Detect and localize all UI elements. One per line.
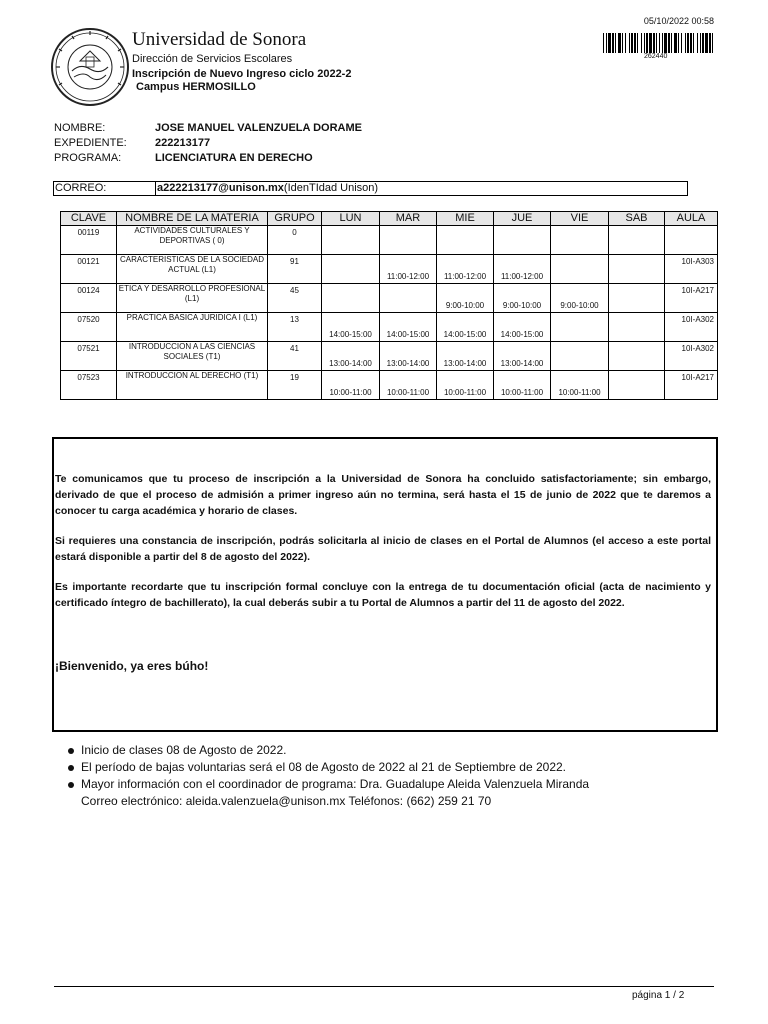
- cell-grupo: 41: [268, 342, 322, 371]
- cell-materia: INTRODUCCION AL DERECHO (T1): [117, 371, 268, 400]
- cell-mar: 10:00-11:00: [380, 371, 437, 400]
- cell-aula: 10I-A302: [665, 342, 718, 371]
- cell-jue: 9:00-10:00: [494, 284, 551, 313]
- col-clave: CLAVE: [61, 212, 117, 226]
- cell-jue: 14:00-15:00: [494, 313, 551, 342]
- col-jue: JUE: [494, 212, 551, 226]
- cell-lun: [322, 255, 380, 284]
- campus-name: Campus HERMOSILLO: [136, 81, 256, 93]
- cell-sab: [609, 342, 665, 371]
- university-seal-icon: [50, 27, 130, 107]
- footer-divider: [54, 986, 714, 987]
- cell-jue: 13:00-14:00: [494, 342, 551, 371]
- expediente-label: EXPEDIENTE:: [54, 137, 127, 149]
- cell-clave: 07521: [61, 342, 117, 371]
- note-start-date: Inicio de clases 08 de Agosto de 2022.: [81, 743, 287, 757]
- cell-vie: 9:00-10:00: [551, 284, 609, 313]
- cell-lun: 13:00-14:00: [322, 342, 380, 371]
- cell-materia: ACTIVIDADES CULTURALES Y DEPORTIVAS ( 0): [117, 226, 268, 255]
- cell-vie: [551, 255, 609, 284]
- cell-materia: INTRODUCCION A LAS CIENCIAS SOCIALES (T1): [117, 342, 268, 371]
- table-row: [61, 371, 718, 400]
- cell-clave: 07520: [61, 313, 117, 342]
- cell-materia: PRACTICA BASICA JURIDICA I (L1): [117, 313, 268, 342]
- page-number: página 1 / 2: [632, 990, 685, 1001]
- student-name: JOSE MANUEL VALENZUELA DORAME: [155, 122, 362, 134]
- correo-label: CORREO:: [55, 182, 107, 194]
- cell-mie: 14:00-15:00: [437, 313, 494, 342]
- table-row: [61, 284, 718, 313]
- col-vie: VIE: [551, 212, 609, 226]
- cell-aula: 10I-A217: [665, 284, 718, 313]
- cell-sab: [609, 371, 665, 400]
- cell-materia: ETICA Y DESARROLLO PROFESIONAL (L1): [117, 284, 268, 313]
- note-contact: Correo electrónico: aleida.valenzuela@unison.mx Teléfonos: (662) 259 21 70: [81, 794, 492, 808]
- student-expediente: 222213177: [155, 137, 211, 149]
- table-row: [61, 313, 718, 342]
- cell-grupo: 45: [268, 284, 322, 313]
- message-paragraph-2: Si requieres una constancia de inscripción, podrás solicitarla al inicio de clases en el Portal de Alumnos (el acceso a este portal estará disponible a partir del 8 de agosto del 2022).: [55, 535, 711, 563]
- cell-mar: [380, 226, 437, 255]
- cell-clave: 07523: [61, 371, 117, 400]
- cell-mar: [380, 284, 437, 313]
- cell-aula: 10I-A302: [665, 313, 718, 342]
- cell-jue: 10:00-11:00: [494, 371, 551, 400]
- schedule-table: [60, 211, 718, 400]
- cell-mie: 10:00-11:00: [437, 371, 494, 400]
- list-item: [68, 759, 589, 776]
- cell-mar: 13:00-14:00: [380, 342, 437, 371]
- student-email: a222213177@unison.mx: [157, 182, 284, 194]
- schedule-header-row: [61, 212, 718, 226]
- department-name: Dirección de Servicios Escolares: [132, 53, 293, 65]
- bullet-icon: [68, 748, 74, 754]
- programa-label: PROGRAMA:: [54, 152, 122, 164]
- cell-lun: 14:00-15:00: [322, 313, 380, 342]
- cell-mar: 14:00-15:00: [380, 313, 437, 342]
- note-withdrawal-period: El período de bajas voluntarias será el 08 de Agosto de 2022 al 21 de Septiembre de 2022.: [81, 760, 567, 774]
- col-mie: MIE: [437, 212, 494, 226]
- cell-grupo: 0: [268, 226, 322, 255]
- message-paragraph-3: Es importante recordarte que tu inscripción formal concluye con la entrega de tu documentación oficial (acta de nacimiento y certificado íntegro de bachillerato), la cual deberás subir a tu Portal de Alumnos a partir del 11 de agosto del 2022.: [55, 581, 711, 609]
- correo-value: [155, 182, 378, 195]
- col-lun: LUN: [322, 212, 380, 226]
- cell-materia: CARACTERISTICAS DE LA SOCIEDAD ACTUAL (L1): [117, 255, 268, 284]
- cell-aula: [665, 226, 718, 255]
- bullet-icon: [68, 782, 74, 788]
- enrollment-title: Inscripción de Nuevo Ingreso ciclo 2022-2: [132, 68, 352, 80]
- student-programa: LICENCIATURA EN DERECHO: [155, 152, 313, 164]
- list-item: [68, 776, 589, 793]
- cell-mie: 9:00-10:00: [437, 284, 494, 313]
- university-name: Universidad de Sonora: [132, 29, 307, 50]
- cell-jue: 11:00-12:00: [494, 255, 551, 284]
- cell-mie: 11:00-12:00: [437, 255, 494, 284]
- barcode: [603, 33, 715, 53]
- bullet-icon: [68, 765, 74, 771]
- cell-clave: 00124: [61, 284, 117, 313]
- cell-vie: [551, 342, 609, 371]
- table-row: [61, 226, 718, 255]
- welcome-message: ¡Bienvenido, ya eres búho!: [55, 659, 209, 673]
- table-row: [61, 342, 718, 371]
- col-mar: MAR: [380, 212, 437, 226]
- cell-lun: [322, 284, 380, 313]
- message-box: [52, 437, 718, 732]
- col-grupo: GRUPO: [268, 212, 322, 226]
- email-note: (IdenTIdad Unison): [283, 182, 379, 194]
- cell-grupo: 13: [268, 313, 322, 342]
- cell-clave: 00121: [61, 255, 117, 284]
- col-materia: NOMBRE DE LA MATERIA: [117, 212, 268, 226]
- cell-sab: [609, 255, 665, 284]
- notes-list: [68, 742, 589, 810]
- cell-lun: [322, 226, 380, 255]
- cell-mar: 11:00-12:00: [380, 255, 437, 284]
- cell-clave: 00119: [61, 226, 117, 255]
- list-item: [68, 742, 589, 759]
- cell-lun: 10:00-11:00: [322, 371, 380, 400]
- cell-grupo: 91: [268, 255, 322, 284]
- col-sab: SAB: [609, 212, 665, 226]
- barcode-number: 262440: [644, 53, 668, 60]
- message-paragraph-1: Te comunicamos que tu proceso de inscripción a la Universidad de Sonora ha concluido satisfactoriamente; sin embargo, derivado de que el proceso de admisión a primer ingreso aún no termina, será hasta el 15 de junio de 2022 que te daremos a conocer tu carga académica y horario de clases.: [55, 473, 711, 517]
- cell-vie: [551, 226, 609, 255]
- col-aula: AULA: [665, 212, 718, 226]
- cell-sab: [609, 284, 665, 313]
- cell-sab: [609, 313, 665, 342]
- cell-vie: [551, 313, 609, 342]
- cell-sab: [609, 226, 665, 255]
- cell-mie: [437, 226, 494, 255]
- correo-row: [53, 181, 688, 196]
- cell-jue: [494, 226, 551, 255]
- nombre-label: NOMBRE:: [54, 122, 106, 134]
- cell-aula: 10I-A217: [665, 371, 718, 400]
- note-coordinator: Mayor información con el coordinador de programa: Dra. Guadalupe Aleida Valenzuela Miranda: [81, 777, 590, 791]
- cell-grupo: 19: [268, 371, 322, 400]
- cell-mie: 13:00-14:00: [437, 342, 494, 371]
- cell-vie: 10:00-11:00: [551, 371, 609, 400]
- table-row: [61, 255, 718, 284]
- cell-aula: 10I-A303: [665, 255, 718, 284]
- print-timestamp: 05/10/2022 00:58: [643, 16, 714, 26]
